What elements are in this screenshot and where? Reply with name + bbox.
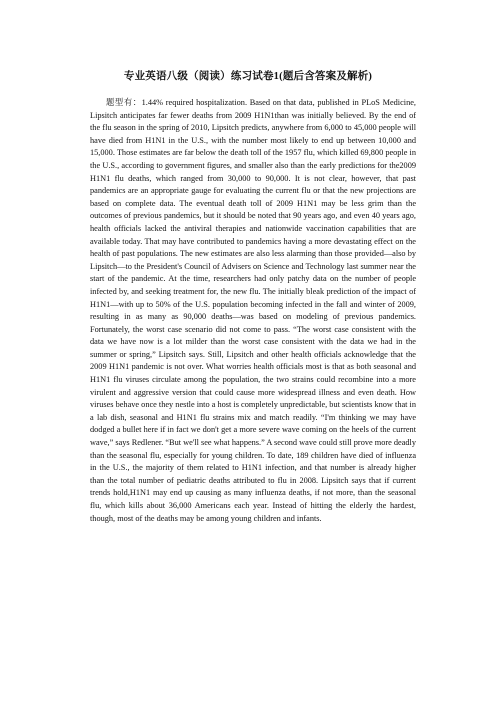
document-body-text: 题型有：1.44% required hospitalization. Based on that data, published in PLoS Medicine, Lipsitch anticipates far fewer deaths from 2009 H1N1than was initially believed. By the end of the flu season in the spring of 2010, Lipsitch predicts, anywhere from 6,000 to 45,000 people will have died from H1N1 in the U.S., with the number most likely to end up between 10,000 and 15,000. Those estimates are far below the death toll of the 1957 flu, which killed 69,800 people in the U.S., according to government figures, and smaller also than the early predictions for the2009 H1N1 flu deaths, which ranged from 30,000 to 90,000. It is not clear, however, that past pandemics are an appropriate gauge for evaluating the current flu or that the new projections are based on complete data. The eventual death toll of 2009 H1N1 may be less grim than the outcomes of previous pandemics, but it should be noted that 90 years ago, and even 40 years ago, health officials lacked the antiviral therapies and nationwide vaccination capabilities that are available today. That may have contributed to pandemics having a more devastating effect on the health of past populations. The new estimates are also less alarming than those provided—also by Lipsitch—to the President's Council of Advisers on Science and Technology last summer near the start of the pandemic. At the time, researchers had only patchy data on the number of people infected by, and seeking treatment for, the new flu. The initially bleak prediction of the impact of H1N1—with up to 50% of the U.S. population becoming infected in the fall and winter of 2009, resulting in as many as 90,000 deaths—was based on modeling of previous pandemics. Fortunately, the worst case scenario did not come to pass. “The worst case consistent with the data we have now is a lot milder than the worst case consistent with the data we had in the summer or spring,” Lipsitch says. Still, Lipsitch and other health officials acknowledge that the 2009 H1N1 pandemic is not over. What worries health officials most is that as both seasonal and H1N1 flu viruses circulate among the population, the two strains could recombine into a more virulent and aggressive version that could cause more widespread illness and even death. How viruses behave once they nestle into a host is completely unpredictable, but scientists know that in a lab dish, seasonal and H1N1 flu strains mix and match readily. “I'm thinking we may have dodged a bullet here if in fact we don't get a more severe wave coming on the heels of the current wave,” says Redlener. “But we'll see what happens.” A second wave could still prove more deadly than the seasonal flu, especially for young children. To date, 189 children have died of influenza in the U.S., the majority of them related to H1N1 infection, and that number is already higher than the total number of pediatric deaths attributed to flu in 2008. Lipsitch says that if current trends hold,H1N1 may end up causing as many influenza deaths, if not more, than the seasonal flu, which kills about 36,000 Americans each year. Instead of hitting the elderly the hardest, though, most of the deaths may be among young children and infants. [90,98,416,523]
document-title: 专业英语八级（阅读）练习试卷1(题后含答案及解析) [123,71,373,82]
